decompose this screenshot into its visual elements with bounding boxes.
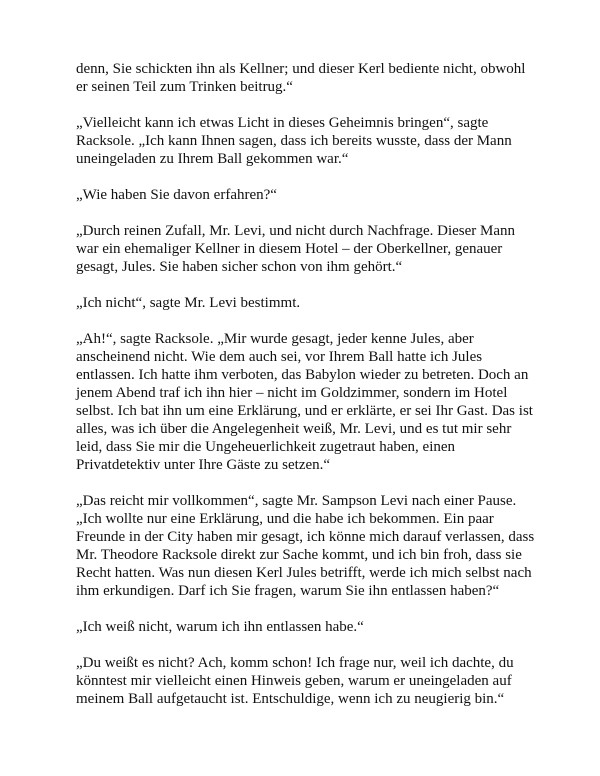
paragraph: „Ich nicht“, sagte Mr. Levi bestimmt. [76,295,301,311]
paragraph: „Ich weiß nicht, warum ich ihn entlassen habe.“ [76,619,364,635]
paragraph: „Wie haben Sie davon erfahren?“ [76,187,277,203]
paragraph: „Durch reinen Zufall, Mr. Levi, und nicht durch Nachfrage. Dieser Mann war ein ehemaliger Kellner in diesem Hotel – der Oberkellner, genauer gesagt, Jules. Sie haben sicher schon von ihm gehört.“ [76,223,516,275]
paragraph: „Das reicht mir vollkommen“, sagte Mr. Sampson Levi nach einer Pause. „Ich wollte nur eine Erklärung, und die habe ich bekommen. Ein paar Freunde in der City haben mir gesagt, ich könne mich darauf verlassen, dass Mr. Theodore Racksole direkt zur Sache kommt, und ich bin froh, dass sie Recht hatten. Was nun diesen Kerl Jules betrifft, werde ich mich selbst nach ihm erkundigen. Darf ich Sie fragen, warum Sie ihn entlassen haben?“ [76,493,535,599]
paragraph: denn, Sie schickten ihn als Kellner; und dieser Kerl bediente nicht, obwohl er seinen Teil zum Trinken beitrug.“ [76,61,526,95]
document-page [76,60,536,708]
paragraph: „Ah!“, sagte Racksole. „Mir wurde gesagt, jeder kenne Jules, aber anscheinend nicht. Wie dem auch sei, vor Ihrem Ball hatte ich Jules entlassen. Ich hatte ihm verboten, das Babylon wieder zu betreten. Doch an jenem Abend traf ich ihn hier – nicht im Goldzimmer, sondern im Hotel selbst. Ich bat ihn um eine Erklärung, und er erklärte, er sei Ihr Gast. Das ist alles, was ich über die Angelegenheit weiß, Mr. Levi, und es tut mir sehr leid, dass Sie mir die Ungeheuerlichkeit zugetraut haben, einen Privatdetektiv unter Ihre Gäste zu setzen.“ [76,331,533,473]
paragraph: „Vielleicht kann ich etwas Licht in dieses Geheimnis bringen“, sagte Racksole. „Ich kann Ihnen sagen, dass ich bereits wusste, dass der Mann uneingeladen zu Ihrem Ball gekommen war.“ [76,115,512,167]
paragraph: „Du weißt es nicht? Ach, komm schon! Ich frage nur, weil ich dachte, du könntest mir vielleicht einen Hinweis geben, warum er uneingeladen auf meinem Ball aufgetaucht ist. Entschuldige, wenn ich zu neugierig bin.“ [76,655,514,707]
